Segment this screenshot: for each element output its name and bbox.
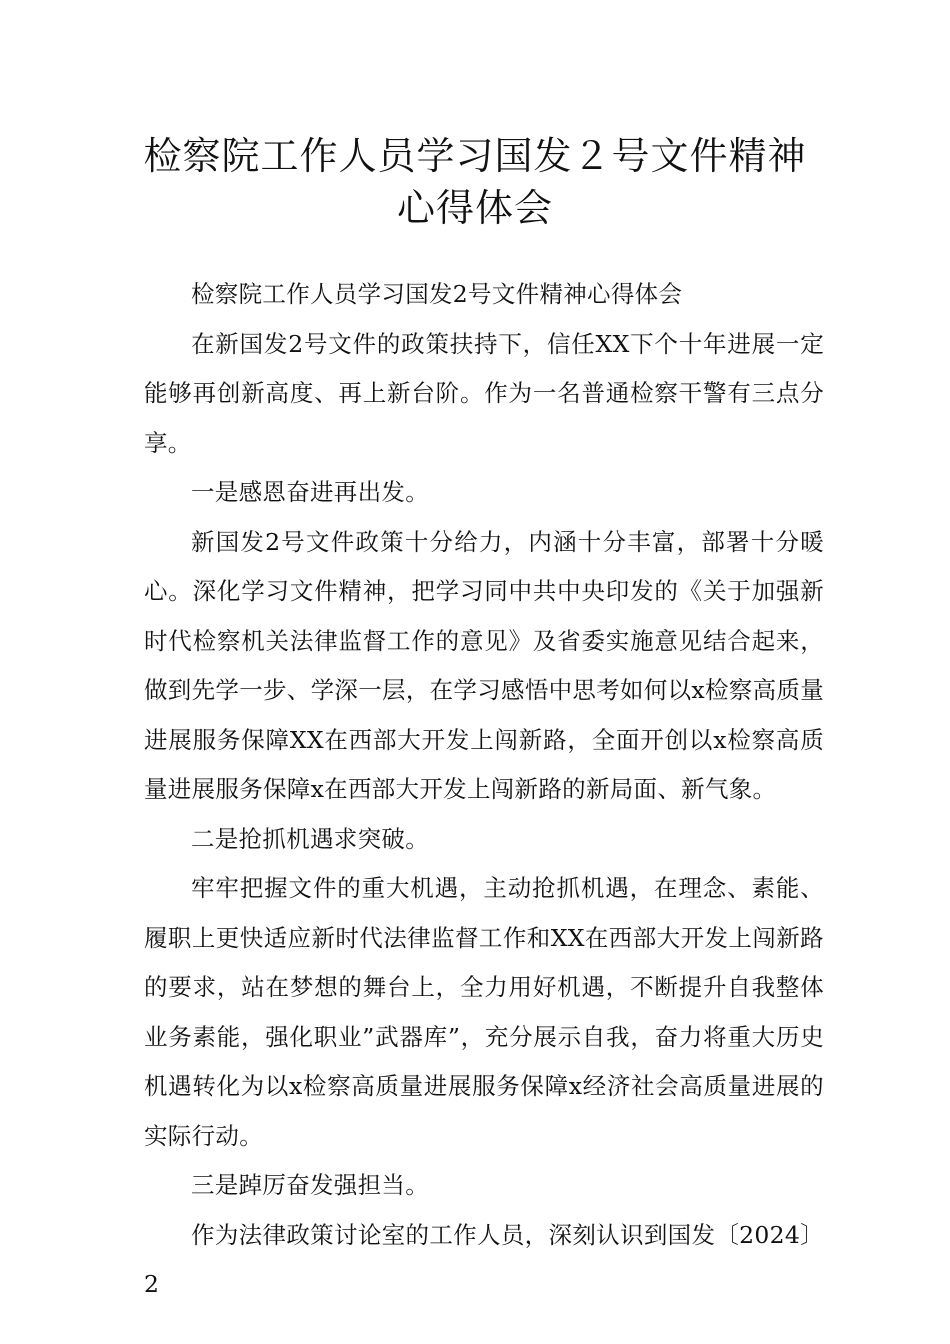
paragraph-point-3-heading: 三是踔厉奋发强担当。 xyxy=(191,1171,429,1199)
document-title-line-1: 检察院工作人员学习国发２号文件精神 xyxy=(143,134,807,178)
document-body xyxy=(144,270,824,1310)
paragraph-point-2-body: 牢牢把握文件的重大机遇，主动抢抓机遇，在理念、素能、履职上更快适应新时代法律监督工作和XX在西部大开发上闯新路的要求，站在梦想的舞台上，全力用好机遇，不断提升自我整体业务素能，强化职业”武器库”，充分展示自我，奋力将重大历史机遇转化为以x检察高质量进展服务保障x经济社会高质量进展的实际行动。 xyxy=(144,874,824,1150)
paragraph-point-1-body: 新国发2号文件政策十分给力，内涵十分丰富，部署十分暖心。深化学习文件精神，把学习同中共中央印发的《关于加强新时代检察机关法律监督工作的意见》及省委实施意见结合起来，做到先学一步、学深一层，在学习感悟中思考如何以x检察高质量进展服务保障XX在西部大开发上闯新路，全面开创以x检察高质量进展服务保障x在西部大开发上闯新路的新局面、新气象。 xyxy=(144,527,824,803)
paragraph-point-2-heading: 二是抢抓机遇求突破。 xyxy=(191,824,429,853)
paragraph-point-1-heading: 一是感恩奋进再出发。 xyxy=(191,478,429,506)
paragraph-repeated-title: 检察院工作人员学习国发2号文件精神心得体会 xyxy=(191,280,683,308)
document-title-line-2: 心得体会 xyxy=(396,186,553,230)
paragraph-point-3-body: 作为法律政策讨论室的工作人员，深刻认识到国发〔2024〕2 xyxy=(144,1220,824,1298)
paragraph-intro: 在新国发2号文件的政策扶持下，信任XX下个十年进展一定能够再创新高度、再上新台阶。作为一名普通检察干警有三点分享。 xyxy=(144,329,824,457)
